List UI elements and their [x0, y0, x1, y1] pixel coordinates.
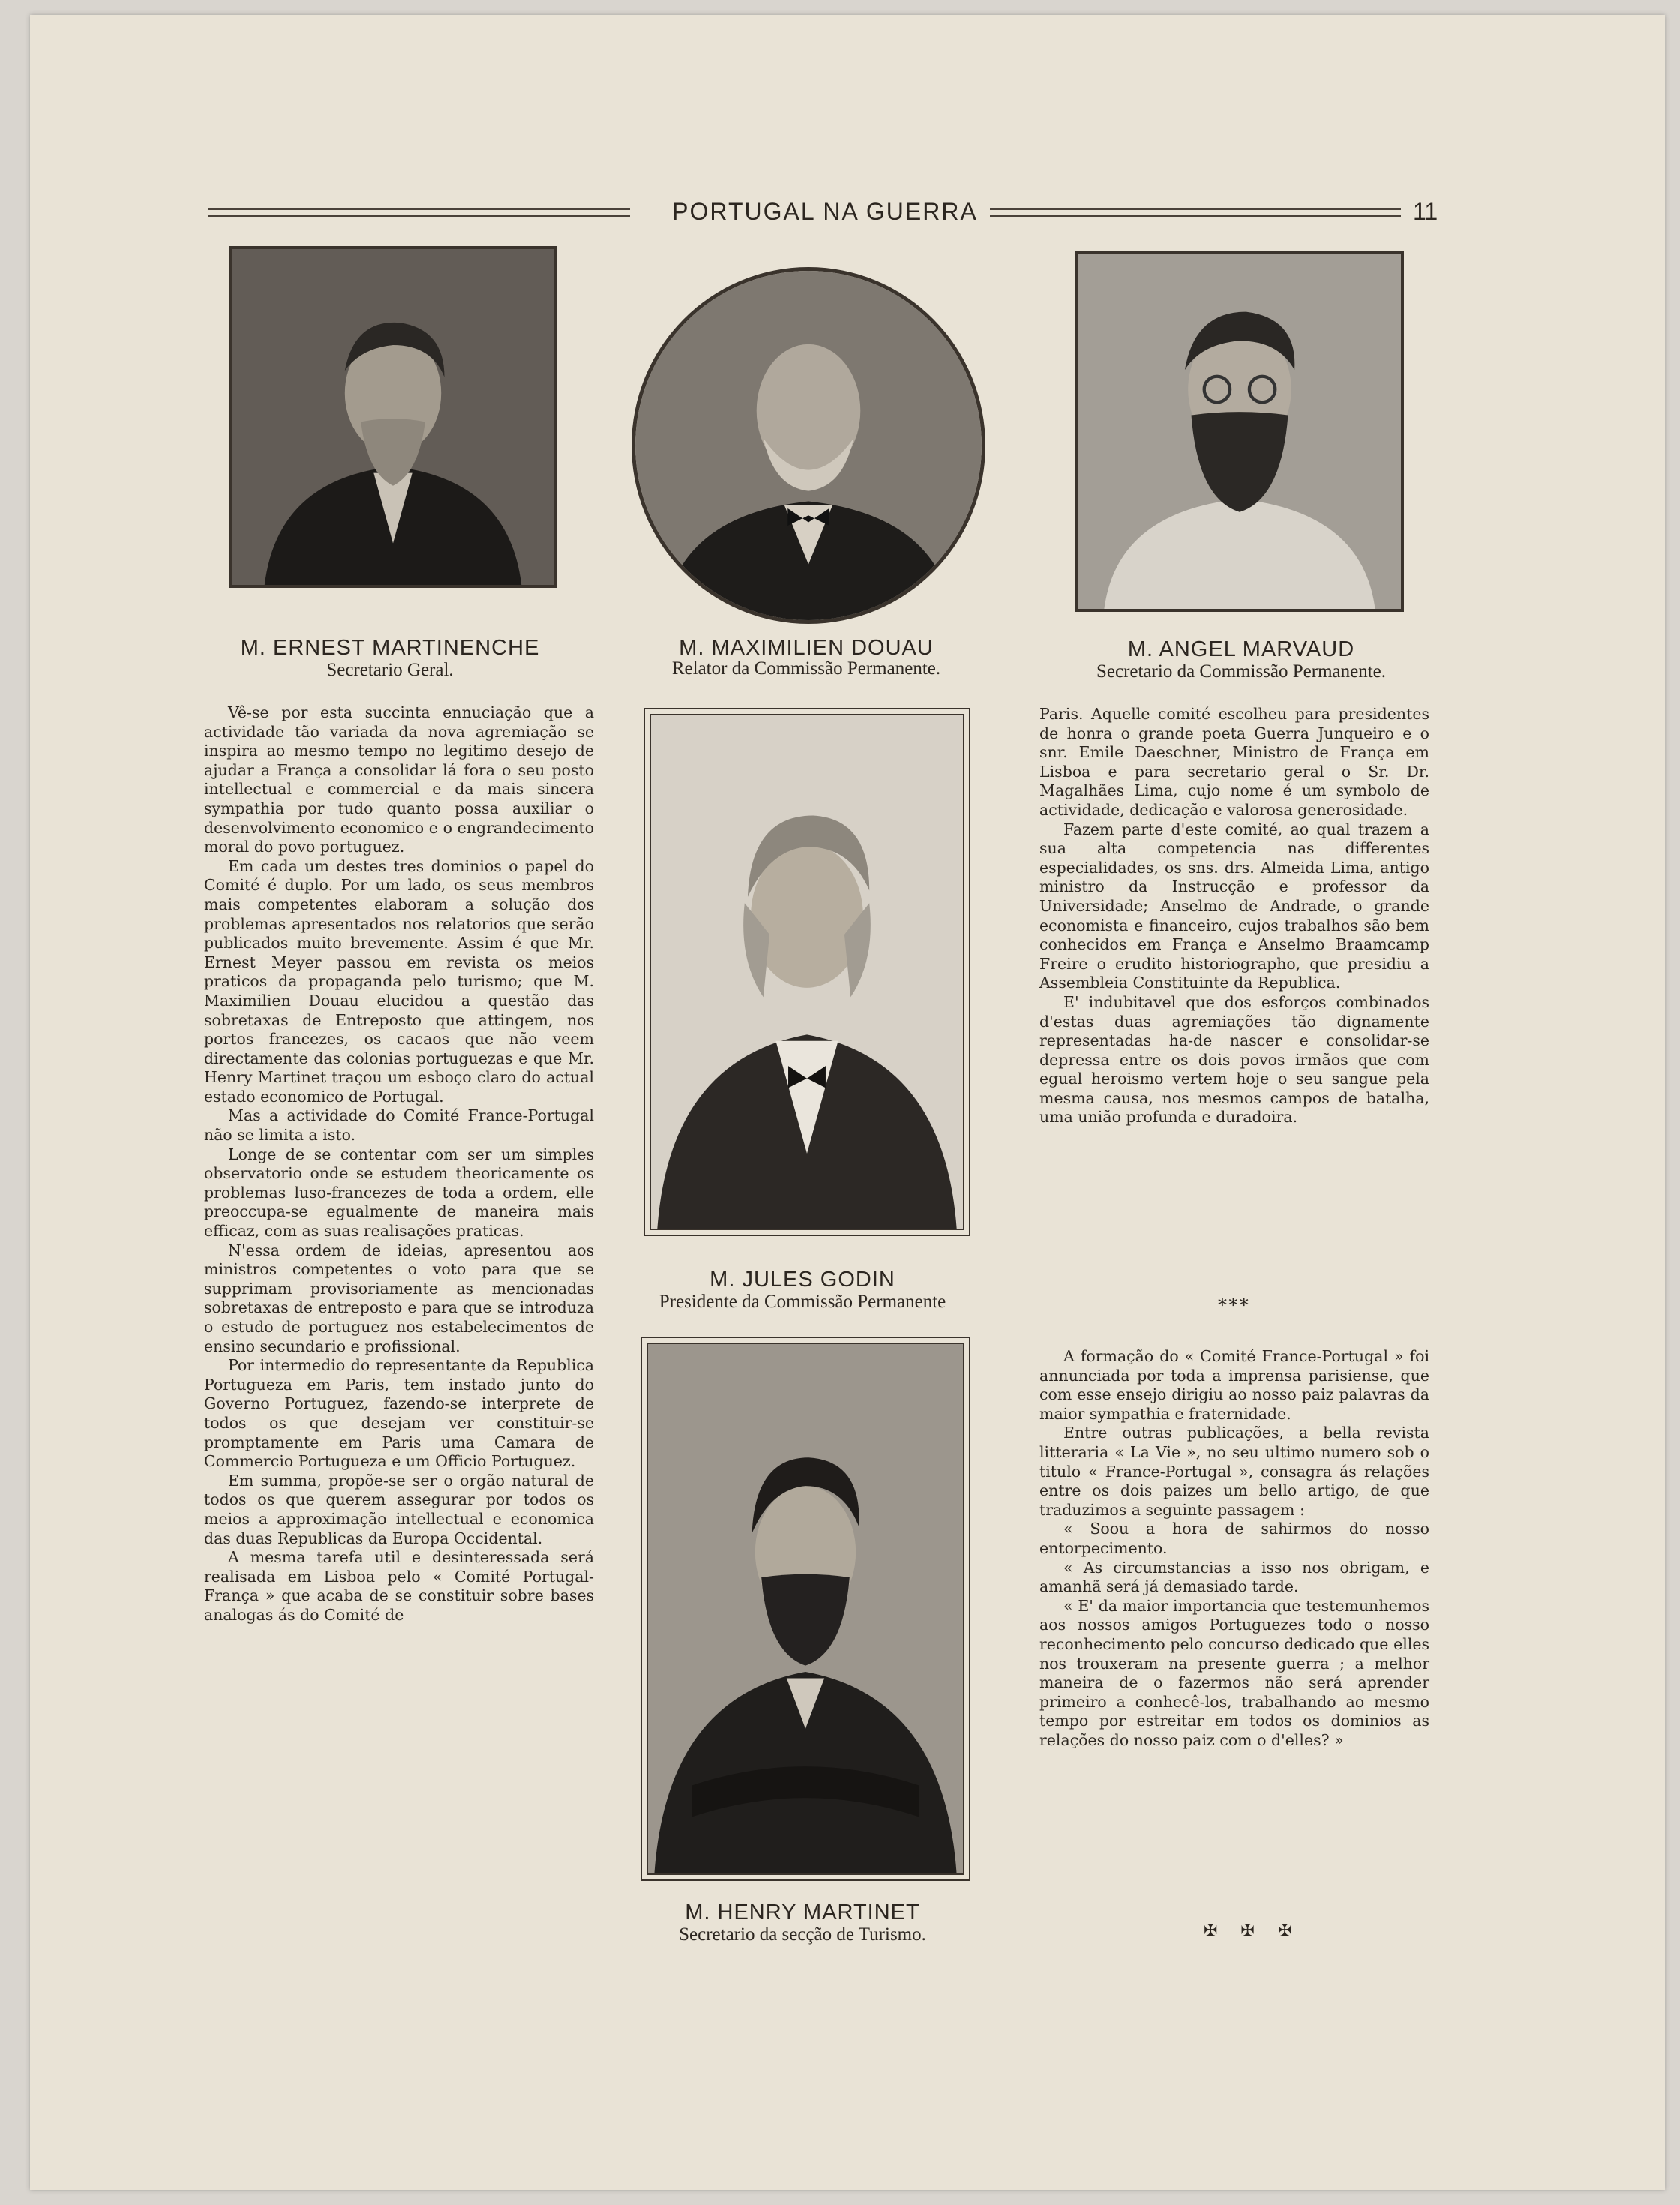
header-rule-left [208, 208, 630, 217]
left-paragraph-1: Vê-se por esta succinta ennuciação que a actividade tão variada da nova agremiação se inspira ao mesmo tempo no legitimo desejo de ajudar a França a consolidar lá fora o seu posto intellectual e commercial e da mais sincera sympathia por tudo quanto possa auxiliar o desenvolvimento economico e o engrandecimento moral do povo portuguez. [204, 704, 594, 856]
right-paragraph-2: Fazem parte d'este comité, ao qual trazem a sua alta competencia nas differentes especialidades, os sns. drs. Almeida Lima, antigo ministro da Instrucção e professor da Universidade; Anselmo de Andrade, o grande economista e financeiro, cujos trabalhos são bem conhecidos em França e Anselmo Braamcamp Freire o erudito historiographo, que presidiu a Assembleia Constituinte da Republica. [1040, 820, 1430, 992]
portrait-photo-marvaud [1076, 250, 1404, 612]
left-paragraph-2: Em cada um destes tres dominios o papel do Comité é duplo. Por um lado, os seus membros mais competentes elaboram a solução dos problemas apresentados nos relatorios que serão publicados muito brevemente. Assim é que Mr. Ernest Meyer passou em revista os meios praticos da propaganda pelo turismo; que M. Maximilien Douau elucidou a questão das sobretaxas de Entreposto que attingem, nos portos francezes, os cacaos que não veem directamente das colonias portuguezas e que Mr. Henry Martinet traçou um esboço claro do actual estado economico de Portugal. [204, 856, 594, 1106]
portrait-role-martinet: Secretario da secção de Turismo. [679, 1924, 926, 1945]
portrait-name-martinenche: M. ERNEST MARTINENCHE [240, 636, 540, 660]
page-number: 11 [1413, 198, 1438, 225]
left-paragraph-3: Mas a actividade do Comité France-Portugal não se limita a isto. [204, 1106, 594, 1144]
end-ornament: ✠ ✠ ✠ [1204, 1922, 1301, 1940]
portrait-photo-martinenche [230, 246, 556, 588]
right-paragraph-6: « Soou a hora de sahirmos do nosso entorpecimento. [1040, 1520, 1430, 1557]
portrait-role-martinenche: Secretario Geral. [326, 660, 454, 680]
left-paragraph-8: A mesma tarefa util e desinteressada será realisada em Lisboa pelo « Comité Portugal-França » que acaba de se constituir sobre bases analogas ás do Comité de [204, 1548, 594, 1624]
portrait-role-marvaud: Secretario da Commissão Permanente. [1096, 662, 1386, 682]
portrait-name-godin: M. JULES GODIN [710, 1268, 896, 1292]
right-paragraph-7: « As circumstancias a isso nos obrigam, e amanhã será já demasiado tarde. [1040, 1558, 1430, 1596]
section-asterism: * * * [1218, 1294, 1249, 1316]
portrait-name-marvaud: M. ANGEL MARVAUD [1127, 638, 1355, 662]
portrait-photo-douau [632, 267, 986, 624]
article-right-column-top [1040, 705, 1430, 1127]
portrait-role-douau: Relator da Commissão Permanente. [671, 658, 941, 679]
portrait-role-godin: Presidente da Commissão Permanente [658, 1292, 946, 1312]
left-paragraph-7: Em summa, propõe-se ser o orgão natural de todos os que querem assegurar por todos os meios a approximação intellectual e economica das duas Republicas da Europa Occidental. [204, 1471, 594, 1547]
right-paragraph-4: A formação do « Comité France-Portugal » foi annunciada por toda a imprensa parisiense, que com esse ensejo dirigiu ao nosso paiz palavras da maior sympathia e fraternidade. [1040, 1347, 1430, 1423]
left-paragraph-4: Longe de se contentar com ser um simples observatorio onde se estudem theoricamente os problemas luso-francezes de toda a ordem, elle preoccupa-se egualmente de maneira mais efficaz, com as suas realisações praticas. [204, 1144, 594, 1240]
right-paragraph-5: Entre outras publicações, a bella revista litteraria « La Vie », no seu ultimo numero sob o titulo « France-Portugal », consagra ás relações entre os dois paizes um bello artigo, de que traduzimos a seguinte passagem : [1040, 1424, 1430, 1519]
portrait-photo-godin [644, 708, 970, 1236]
portrait-name-douau: M. MAXIMILIEN DOUAU [679, 636, 934, 660]
magazine-page [30, 15, 1665, 2190]
portrait-name-martinet: M. HENRY MARTINET [685, 1900, 920, 1924]
right-paragraph-1: Paris. Aquelle comité escolheu para presidentes de honra o grande poeta Guerra Junqueiro e o snr. Emile Daeschner, Ministro de França em Lisboa e para secretario geral o Sr. Dr. Magalhães Lima, cujo nome é um symbolo de actividade, dedicação e valorosa generosidade. [1040, 705, 1430, 819]
article-left-column [204, 704, 594, 1625]
right-paragraph-3: E' indubitavel que dos esforços combinados d'estas duas agremiações tão dignamente representadas ha-de nascer e consolidar-se depressa entre os dois povos irmãos que com egual heroismo vertem hoje o seu sangue pela mesma causa, nos mesmos campos de batalha, uma união profunda e duradoira. [1040, 992, 1430, 1126]
left-paragraph-6: Por intermedio do representante da Republica Portugueza em Paris, tem instado junto do Governo Portuguez, fazendo-se interprete de todos os que desejam ver constituir-se promptamente em Paris uma Camara de Commercio Portugueza e um Officio Portuguez. [204, 1356, 594, 1471]
header-rule-right [990, 208, 1401, 217]
running-header-title: PORTUGAL NA GUERRA [672, 198, 978, 225]
article-right-column-bottom [1040, 1347, 1430, 1750]
right-paragraph-8: « E' da maior importancia que testemunhemos aos nossos amigos Portuguezes todo o nosso reconhecimento pelo concurso dedicado que elles nos trouxeram na presente guerra ; a melhor maneira de o fazermos não será aprender primeiro a conhecê-los, trabalhando ao mesmo tempo por estreitar em todos os dominios as relações do nosso paiz com o d'elles? » [1040, 1596, 1430, 1749]
portrait-photo-martinet [640, 1336, 970, 1881]
left-paragraph-5: N'essa ordem de ideias, apresentou aos ministros competentes o voto para que se supprimam provisoriamente as mencionadas sobretaxas de entreposto e para que se introduza o estudo de portuguez nos estabelecimentos de ensino secundario e profissional. [204, 1240, 594, 1355]
